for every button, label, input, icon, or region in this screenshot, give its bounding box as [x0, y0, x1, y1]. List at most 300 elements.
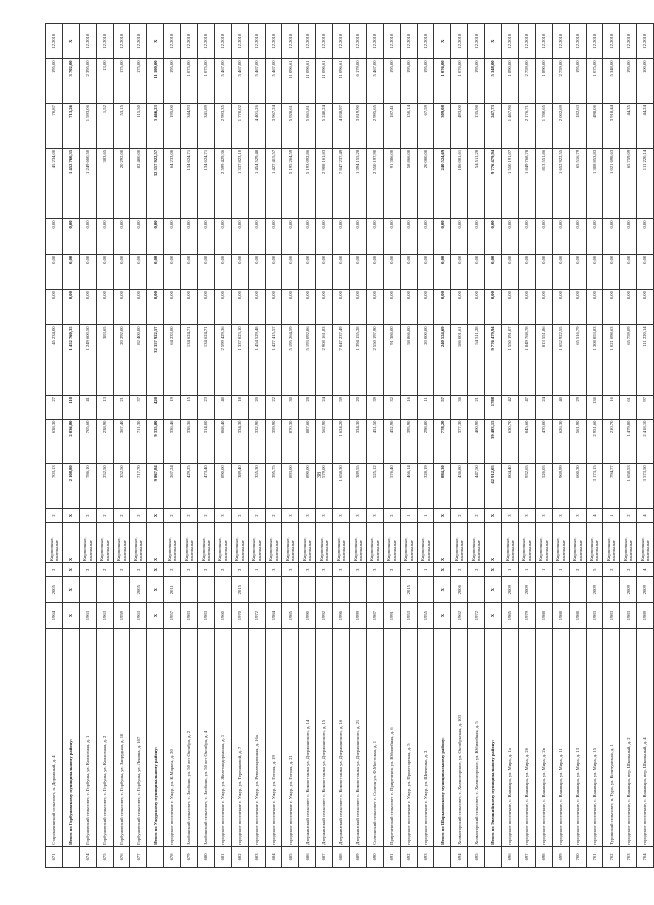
table-cell: 0,00: [586, 254, 603, 289]
table-cell: 20 000,00: [417, 325, 434, 396]
table-cell: 13: [96, 396, 113, 420]
table-cell: Кирпичные, панельные: [552, 523, 569, 563]
table-cell: 187,41: [383, 104, 400, 149]
table-cell: 0,00: [366, 219, 383, 254]
table-cell: 47: [518, 396, 535, 420]
table-cell: 0,00: [383, 290, 400, 325]
table-cell: 525,12: [366, 464, 383, 509]
table-cell: 11 096,61: [333, 59, 350, 104]
table-cell: Злобинский сельсовет, с. Злобино, ул. 50 лет Октября, д. 4: [198, 629, 215, 847]
table-cell: 29: [569, 396, 586, 420]
table-cell: 5: [586, 563, 603, 577]
table-cell: Горбуновский сельсовет, с. Горбуны, ул. Ленина, д. 107: [130, 629, 147, 847]
table-cell: 0,00: [603, 290, 620, 325]
table-cell: X: [62, 563, 79, 577]
table-cell: 682: [231, 846, 248, 867]
table-cell: X: [485, 523, 502, 563]
table-cell: 150,14: [400, 104, 417, 149]
table-cell: Кирпичные, панельные: [366, 523, 383, 563]
table-cell: 0,00: [518, 254, 535, 289]
table-cell: Кирпичные, панельные: [468, 523, 485, 563]
table-cell: X: [62, 577, 79, 603]
table-cell: Кирпичные, панельные: [46, 523, 63, 563]
table-cell: 1 075,00: [586, 59, 603, 104]
table-cell: 2011: [164, 577, 181, 603]
table-cell: 0,00: [265, 290, 282, 325]
table-cell: 2015: [231, 577, 248, 603]
table-cell: 11 096,61: [282, 59, 299, 104]
table-cell: 1989: [637, 603, 654, 629]
table-row: [400, 24, 417, 868]
table-cell: 2: [468, 563, 485, 577]
table-body: [46, 24, 654, 868]
table-row: [248, 24, 265, 868]
table-cell: 0,00: [282, 219, 299, 254]
table-cell: 2: [79, 563, 96, 577]
table-cell: 3: [316, 563, 333, 577]
table-cell: 1983: [586, 603, 603, 629]
table-cell: 1 780,65: [535, 104, 552, 149]
table-cell: 498,06: [586, 104, 603, 149]
table-cell: 134 624,71: [181, 148, 198, 219]
table-row: [451, 24, 468, 868]
table-cell: 0,00: [62, 254, 79, 289]
table-cell: 1988: [569, 603, 586, 629]
table-cell: 58 866,00: [400, 148, 417, 219]
table-cell: 1992: [316, 603, 333, 629]
table-cell: Кирпичные, панельные: [248, 523, 265, 563]
table-cell: 2 993,35: [214, 104, 231, 149]
table-cell: 1964: [46, 603, 63, 629]
table-cell: Горбуновский сельсовет, с. Горбуны, ул. Запрудная, д. 10: [113, 629, 130, 847]
table-cell: 395,90: [400, 419, 417, 464]
table-cell: 1: [535, 563, 552, 577]
table-cell: 12.2018: [620, 24, 637, 59]
table-row: [569, 24, 586, 868]
table-cell: 0,00: [265, 254, 282, 289]
table-cell: 0,00: [62, 290, 79, 325]
table-row: [586, 24, 603, 868]
table-cell: 0,00: [434, 290, 451, 325]
table-cell: 576,40: [383, 464, 400, 509]
table-cell: 12.2018: [231, 24, 248, 59]
table-cell: 420: [147, 396, 164, 420]
table-cell: 1 427 415,57: [265, 325, 282, 396]
table-cell: 0,00: [231, 219, 248, 254]
table-cell: 182,63: [569, 104, 586, 149]
table-cell: 36: [451, 396, 468, 420]
table-cell: 778,20: [434, 419, 451, 464]
table-cell: [79, 577, 96, 603]
table-cell: 0,00: [248, 290, 265, 325]
table-cell: 1 890,00: [502, 59, 519, 104]
table-cell: 4 838,97: [333, 104, 350, 149]
table-cell: 561,90: [569, 419, 586, 464]
table-cell: 2009: [620, 577, 637, 603]
table-cell: 3 918,44: [603, 104, 620, 149]
table-cell: 0,00: [231, 254, 248, 289]
table-cell: 1 394 155,28: [350, 325, 367, 396]
table-cell: 2 418,10: [637, 419, 654, 464]
table-cell: Кирпичные, панельные: [113, 523, 130, 563]
table-cell: 2: [265, 509, 282, 523]
table-cell: 1 075,00: [198, 59, 215, 104]
table-cell: 23: [198, 396, 215, 420]
table-cell: X: [147, 577, 164, 603]
table-cell: 2 908 161,83: [316, 148, 333, 219]
table-cell: 2 395,00: [79, 59, 96, 104]
table-cell: [552, 577, 569, 603]
table-cell: 338,36: [181, 419, 198, 464]
table-cell: 383,65: [96, 325, 113, 396]
table-cell: 195,00: [164, 104, 181, 149]
table-cell: 28: [299, 396, 316, 420]
table-cell: 1 849 768,78: [518, 148, 535, 219]
table-cell: 0,00: [502, 219, 519, 254]
table-cell: 2: [181, 509, 198, 523]
table-cell: Дзержинский сельсовет с. Компоттанка ул. Дзержинского, д. 15: [316, 629, 333, 847]
table-cell: 0,00: [164, 219, 181, 254]
table-cell: 0,00: [198, 290, 215, 325]
table-cell: 0,00: [620, 254, 637, 289]
table-cell: Старокачинский сельсовет, п. Дорожный, д. 4: [46, 629, 63, 847]
table-cell: 111 220,14: [637, 325, 654, 396]
table-cell: городское поселение г. Ужур, ул. Революционная, д. 16а: [248, 629, 265, 847]
table-cell: X: [434, 509, 451, 523]
table-cell: Горбуновский сельсовет, с. Горбуны, ул. Колхозная, д. 1: [79, 629, 96, 847]
table-cell: 0,00: [316, 290, 333, 325]
table-cell: 110: [62, 396, 79, 420]
table-cell: 813 551,86: [535, 148, 552, 219]
table-cell: 64 233,00: [164, 325, 181, 396]
table-cell: 1990: [299, 603, 316, 629]
table-cell: 0,00: [46, 219, 63, 254]
table-cell: X: [434, 24, 451, 59]
table-cell: 2006: [451, 577, 468, 603]
table-cell: 12.2018: [417, 24, 434, 59]
table-cell: 2: [130, 563, 147, 577]
table-cell: 1 021 698,63: [603, 325, 620, 396]
table-cell: Итого по Ужурскому муниципальному району:: [147, 629, 164, 847]
table-cell: 45 234,00: [46, 325, 63, 396]
table-cell: 344,93: [181, 104, 198, 149]
table-cell: 1 337 823,10: [231, 148, 248, 219]
table-cell: 688: [333, 846, 350, 867]
table-cell: 685: [282, 846, 299, 867]
table-cell: 870,30: [282, 419, 299, 464]
table-cell: Кирпичные, панельные: [350, 523, 367, 563]
table-cell: Кирпичные, панельные: [198, 523, 215, 563]
table-cell: 2 995,65: [366, 104, 383, 149]
table-cell: 11 100,00: [147, 59, 164, 104]
table-cell: 91 386,00: [383, 148, 400, 219]
table-cell: 0,00: [603, 219, 620, 254]
table-cell: X: [147, 603, 164, 629]
table-cell: 186 001,61: [451, 325, 468, 396]
table-cell: 683: [248, 846, 265, 867]
table-cell: 12.2018: [214, 24, 231, 59]
table-cell: Кирпичные, панельные: [316, 523, 333, 563]
table-cell: 0,00: [214, 290, 231, 325]
table-cell: 1963: [79, 603, 96, 629]
table-row: [535, 24, 552, 868]
table-cell: 175,00: [113, 59, 130, 104]
table-cell: 1 249 600,50: [79, 148, 96, 219]
table-cell: 2 908 161,83: [316, 325, 333, 396]
table-cell: 711,30: [130, 419, 147, 464]
table-cell: 328,19: [417, 464, 434, 509]
table-cell: 4: [637, 509, 654, 523]
table-cell: 195,00: [417, 59, 434, 104]
table-cell: 0,00: [282, 254, 299, 289]
table-cell: [282, 577, 299, 603]
table-cell: 1: [417, 509, 434, 523]
table-cell: 12.2018: [248, 24, 265, 59]
table-cell: 65 516,79: [569, 148, 586, 219]
table-cell: 22: [265, 396, 282, 420]
table-cell: 1 624,20: [333, 419, 350, 464]
table-cell: 0,00: [535, 290, 552, 325]
table-cell: [299, 577, 316, 603]
table-cell: 3: [518, 509, 535, 523]
table-cell: Дзержинский сельсовет с. Компоттанка ул. Дзержинского, д. 16: [333, 629, 350, 847]
table-cell: 1,52: [96, 104, 113, 149]
table-cell: 1 849 768,78: [518, 325, 535, 396]
table-cell: 12.2018: [79, 24, 96, 59]
table-cell: [248, 577, 265, 603]
housing-table: [45, 23, 654, 868]
table-cell: 12.2018: [96, 24, 113, 59]
table-cell: 1962: [451, 603, 468, 629]
table-cell: 13,00: [96, 59, 113, 104]
table-cell: 0,00: [485, 219, 502, 254]
table-cell: 15: [181, 396, 198, 420]
table-cell: X: [485, 563, 502, 577]
table-cell: 12.2018: [130, 24, 147, 59]
table-cell: 65 759,09: [620, 325, 637, 396]
table-cell: 3: [316, 509, 333, 523]
table-cell: 0,00: [181, 290, 198, 325]
table-cell: городское поселение г. Ужур, ул. Терешковой, д. 7: [231, 629, 248, 847]
table-cell: 1 550 191,07: [502, 325, 519, 396]
table-cell: 334,30: [231, 419, 248, 464]
table-cell: 0,00: [79, 290, 96, 325]
table-row: [231, 24, 248, 868]
table-cell: 1963: [96, 603, 113, 629]
table-cell: X: [62, 603, 79, 629]
table-cell: 0,00: [417, 254, 434, 289]
table-cell: 3: [552, 509, 569, 523]
table-cell: 1983: [198, 603, 215, 629]
table-cell: [569, 577, 586, 603]
table-cell: 5 928,61: [282, 104, 299, 149]
table-cell: 0,00: [417, 219, 434, 254]
table-cell: 690: [366, 846, 383, 867]
table-cell: 61: [620, 396, 637, 420]
table-cell: 12.2018: [282, 24, 299, 59]
table-cell: 3 466,23: [147, 104, 164, 149]
table-cell: 21: [113, 396, 130, 420]
table-cell: 681: [214, 846, 231, 867]
table-cell: 1: [552, 563, 569, 577]
table-cell: 247,73: [485, 104, 502, 149]
table-cell: 135,98: [468, 104, 485, 149]
table-cell: 4 401,26: [248, 104, 265, 149]
table-cell: 2 002,69: [552, 104, 569, 149]
table-cell: [147, 846, 164, 867]
table-cell: Итого по Шарыповскому муниципальному району:: [434, 629, 451, 847]
table-cell: 2: [214, 563, 231, 577]
table-cell: 0,00: [282, 290, 299, 325]
table-cell: [265, 577, 282, 603]
table-cell: 2: [620, 563, 637, 577]
table-cell: 0,00: [468, 219, 485, 254]
table-cell: 676: [113, 846, 130, 867]
table-cell: 1959: [113, 603, 130, 629]
table-cell: 0,00: [46, 290, 63, 325]
table-cell: Дзержинский сельсовет с. Компоттанка ул. Дзержинского, д. 14: [299, 629, 316, 847]
table-cell: 1960: [214, 603, 231, 629]
table-cell: 20: [350, 396, 367, 420]
table-cell: 5 861,81: [299, 104, 316, 149]
table-cell: 660,30: [569, 464, 586, 509]
table-cell: 5 193 092,86: [299, 325, 316, 396]
table-cell: Кирпичные, панельные: [535, 523, 552, 563]
table-cell: 39: [366, 396, 383, 420]
table-cell: 0,00: [366, 290, 383, 325]
table-row: [603, 24, 620, 868]
table-cell: 3: [299, 563, 316, 577]
table-cell: 367,40: [113, 419, 130, 464]
table-cell: 377,30: [451, 419, 468, 464]
table-cell: 2 550 197,90: [366, 325, 383, 396]
table-cell: [113, 577, 130, 603]
table-cell: 447,50: [468, 464, 485, 509]
table-cell: 65 516,79: [569, 325, 586, 396]
table-cell: 699: [552, 846, 569, 867]
table-cell: 7 847 237,49: [333, 325, 350, 396]
table-cell: [603, 577, 620, 603]
table-cell: 12.2018: [316, 24, 333, 59]
table-cell: 1991: [383, 603, 400, 629]
table-cell: 698: [535, 846, 552, 867]
table-cell: 0,00: [400, 290, 417, 325]
table-cell: Кирпичные, панельные: [79, 523, 96, 563]
table-cell: 466,14: [400, 464, 417, 509]
table-cell: 0,00: [603, 254, 620, 289]
table-cell: 3: [366, 509, 383, 523]
table-cell: 1 394 155,28: [350, 148, 367, 219]
table-cell: 2: [468, 509, 485, 523]
table-cell: [62, 846, 79, 867]
table-cell: [366, 577, 383, 603]
table-cell: 3: [502, 509, 519, 523]
table-cell: 0,00: [400, 254, 417, 289]
table-cell: 868,40: [214, 419, 231, 464]
table-cell: Горбуновский сельсовет, с. Горбуны, ул. Колхозная, д. 2: [96, 629, 113, 847]
table-cell: 20 292,00: [113, 148, 130, 219]
table-row: [282, 24, 299, 868]
table-cell: 3: [350, 509, 367, 523]
table-cell: 697: [518, 846, 535, 867]
table-cell: 2: [96, 563, 113, 577]
table-row: [299, 24, 316, 868]
table-cell: X: [434, 577, 451, 603]
table-cell: 12.2018: [164, 24, 181, 59]
table-cell: [350, 577, 367, 603]
table-cell: 3 702,00: [62, 59, 79, 104]
table-cell: 195,00: [620, 59, 637, 104]
table-cell: 1788: [485, 396, 502, 420]
table-cell: 2: [113, 509, 130, 523]
table-cell: 2 951,60: [586, 419, 603, 464]
table-cell: 1985: [282, 603, 299, 629]
table-cell: 134 624,71: [198, 325, 215, 396]
table-row: [518, 24, 535, 868]
table-cell: 5 467,00: [265, 59, 282, 104]
table-cell: 3: [214, 509, 231, 523]
table-cell: Кирпичные, панельные: [282, 523, 299, 563]
table-cell: 0,00: [46, 254, 63, 289]
table-cell: Кирпичные, панельные: [164, 523, 181, 563]
table-cell: 0,00: [569, 254, 586, 289]
table-cell: Кирпичные, панельные: [130, 523, 147, 563]
table-cell: 2009: [637, 577, 654, 603]
table-cell: Кирпичные, панельные: [265, 523, 282, 563]
table-cell: 2: [569, 563, 586, 577]
table-cell: 11: [417, 396, 434, 420]
table-cell: 1 454 529,48: [248, 148, 265, 219]
table-cell: 2009: [502, 577, 519, 603]
table-cell: 884,30: [434, 464, 451, 509]
table-cell: [198, 577, 215, 603]
table-cell: 11 096,61: [299, 59, 316, 104]
table-cell: 9 867,84: [147, 464, 164, 509]
table-cell: 115,50: [130, 104, 147, 149]
table-cell: [535, 577, 552, 603]
table-cell: 16: [400, 396, 417, 420]
table-cell: 678: [164, 846, 181, 867]
table-cell: 813 551,86: [535, 325, 552, 396]
table-cell: 12.2018: [366, 24, 383, 59]
table-cell: [434, 846, 451, 867]
table-cell: 0,00: [147, 219, 164, 254]
table-row: [620, 24, 637, 868]
table-cell: 2 036,80: [62, 419, 79, 464]
table-cell: городское поселение, с. Ванавара, ул. Мира, д. 13: [569, 629, 586, 847]
table-cell: 3 573,50: [637, 464, 654, 509]
table-cell: Кирпичные, панельные: [586, 523, 603, 563]
table-cell: 40: [552, 396, 569, 420]
table-cell: 1 076,00: [434, 59, 451, 104]
table-cell: 436,80: [451, 464, 468, 509]
table-cell: 12.2018: [569, 24, 586, 59]
table-cell: 2 108,80: [62, 464, 79, 509]
table-cell: 1 658,30: [333, 464, 350, 509]
table-cell: 0,00: [333, 254, 350, 289]
table-cell: 2009: [586, 577, 603, 603]
table-cell: 59: [333, 396, 350, 420]
table-cell: 1: [518, 563, 535, 577]
table-cell: 1 550 191,07: [502, 148, 519, 219]
table-cell: городское поселение, с. Ванавара, пер. Школьный, д. 4: [637, 629, 654, 847]
table-cell: 12.2018: [535, 24, 552, 59]
table-cell: 2 599 429,36: [214, 148, 231, 219]
table-cell: 1983: [620, 603, 637, 629]
table-cell: 0,00: [350, 219, 367, 254]
table-cell: 0,00: [468, 290, 485, 325]
table-cell: Кирпичные, панельные: [518, 523, 535, 563]
